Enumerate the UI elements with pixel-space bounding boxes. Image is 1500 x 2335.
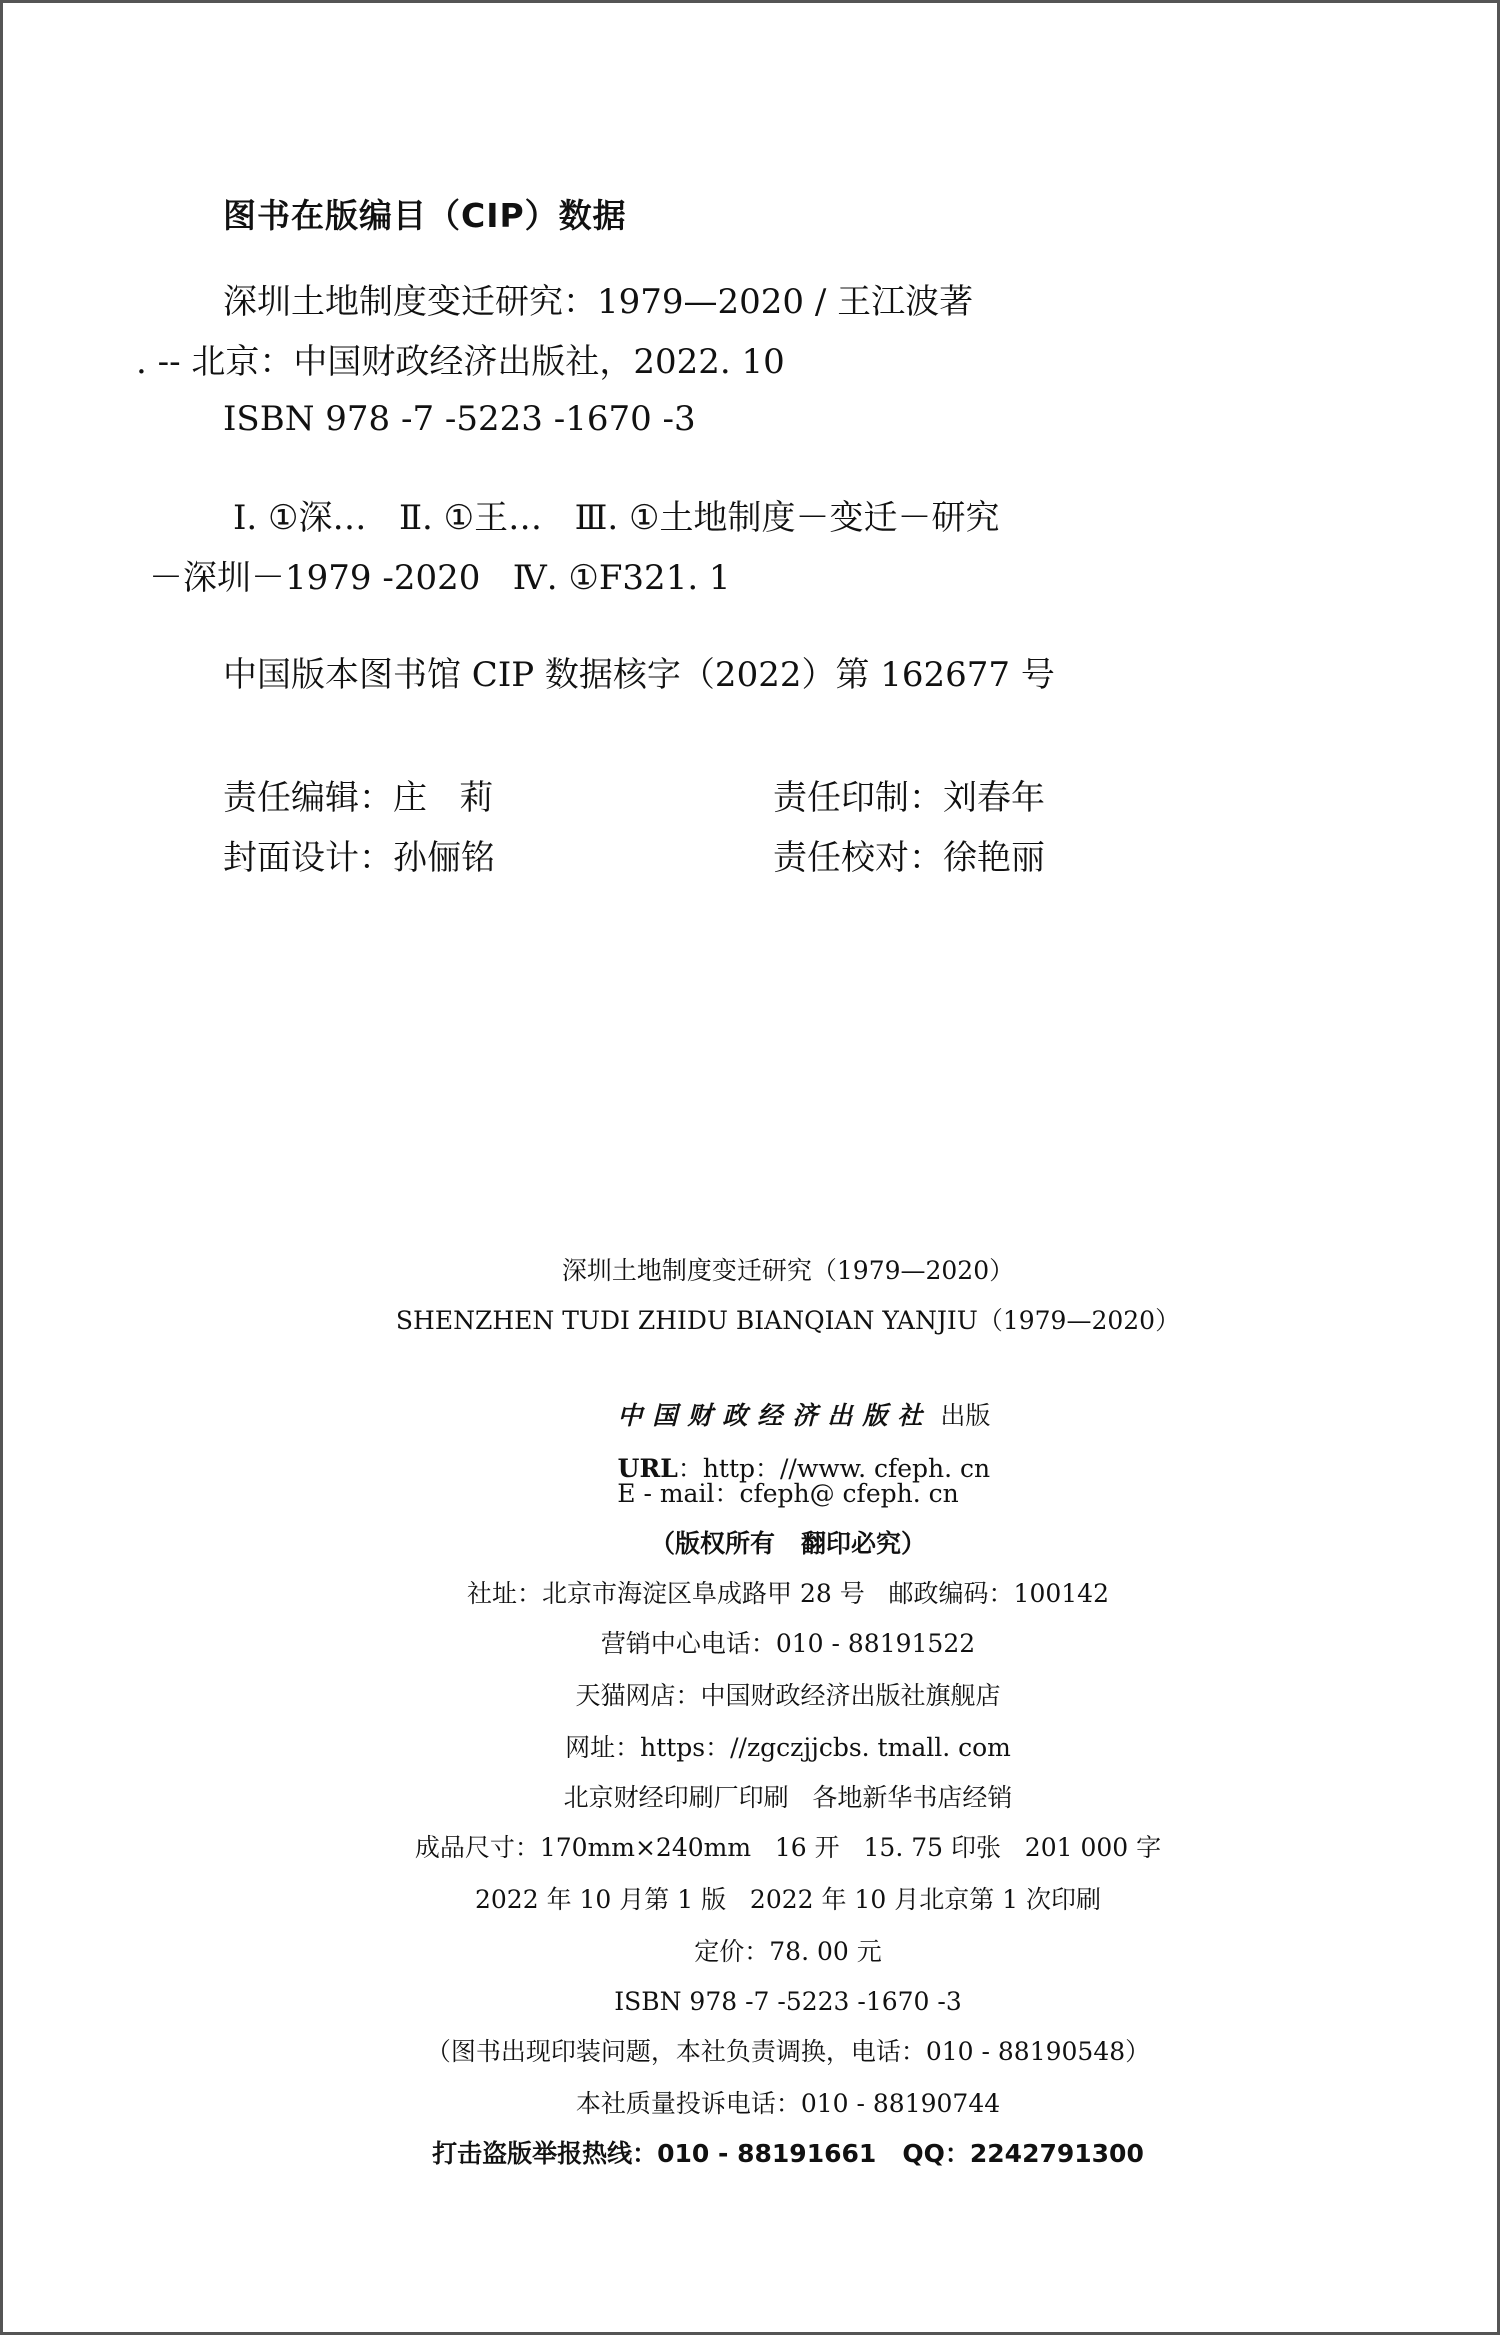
cip-verification-line: 中国版本图书馆 CIP 数据核字（2022）第 162677 号 [223, 655, 1055, 695]
colophon-isbn: ISBN 978 -7 -5223 -1670 -3 [614, 1987, 962, 2016]
staff-printing: 责任印制：刘春年 [773, 778, 1045, 818]
cip-heading: 图书在版编目（CIP）数据 [223, 196, 627, 235]
colophon-edition: 2022 年 10 月第 1 版 2022 年 10 月北京第 1 次印刷 [475, 1885, 1101, 1914]
colophon-title-cn: 深圳土地制度变迁研究（1979—2020） [561, 1256, 1015, 1285]
colophon-email: E - mail：cfeph@ cfeph. cn [617, 1479, 959, 1508]
url-value: ：http：//www. cfeph. cn [677, 1454, 991, 1483]
url-label: URL [617, 1454, 678, 1483]
colophon-sales-phone: 营销中心电话：010 - 88191522 [600, 1629, 976, 1658]
cip-title-line: 深圳土地制度变迁研究：1979—2020 / 王江波著 [223, 282, 974, 322]
cip-isbn-line: ISBN 978 -7 -5223 -1670 -3 [223, 399, 696, 439]
colophon-store-url: 网址：https：//zgczjjcbs. tmall. com [565, 1733, 1011, 1762]
colophon-defect-notice: （图书出现印装问题，本社负责调换，电话：010 - 88190548） [425, 2037, 1151, 2066]
colophon-piracy-hotline: 打击盗版举报热线：010 - 88191661 QQ：2242791300 [432, 2139, 1144, 2168]
publisher-suffix: 出版 [932, 1401, 991, 1430]
colophon-title-en: SHENZHEN TUDI ZHIDU BIANQIAN YANJIU（1979—2020） [395, 1306, 1181, 1335]
colophon-price: 定价：78. 00 元 [694, 1937, 882, 1966]
colophon-copyright: （版权所有 翻印必究） [649, 1529, 927, 1558]
publisher-logo: 中国财政经济出版社 [617, 1401, 933, 1430]
cip-subjects-line-1: Ⅰ. ①深… Ⅱ. ①王… Ⅲ. ①土地制度－变迁－研究 [233, 498, 1000, 538]
colophon-tmall-store: 天猫网店：中国财政经济出版社旗舰店 [575, 1681, 1001, 1710]
colophon-specs: 成品尺寸：170mm×240mm 16 开 15. 75 印张 201 000 字 [414, 1833, 1162, 1862]
colophon-quality-phone: 本社质量投诉电话：010 - 88190744 [575, 2089, 1001, 2118]
staff-proofreading: 责任校对：徐艳丽 [773, 838, 1045, 878]
staff-editor: 责任编辑：庄 莉 [223, 778, 494, 818]
colophon-printer: 北京财经印刷厂印刷 各地新华书店经销 [563, 1783, 1013, 1812]
staff-cover-design: 封面设计：孙俪铭 [223, 838, 495, 878]
colophon-address: 社址：北京市海淀区阜成路甲 28 号 邮政编码：100142 [467, 1579, 1109, 1608]
cip-subjects-line-2: －深圳－1979 -2020 Ⅳ. ①F321. 1 [149, 558, 731, 598]
cip-publisher-line: . -- 北京：中国财政经济出版社，2022. 10 [136, 342, 785, 382]
